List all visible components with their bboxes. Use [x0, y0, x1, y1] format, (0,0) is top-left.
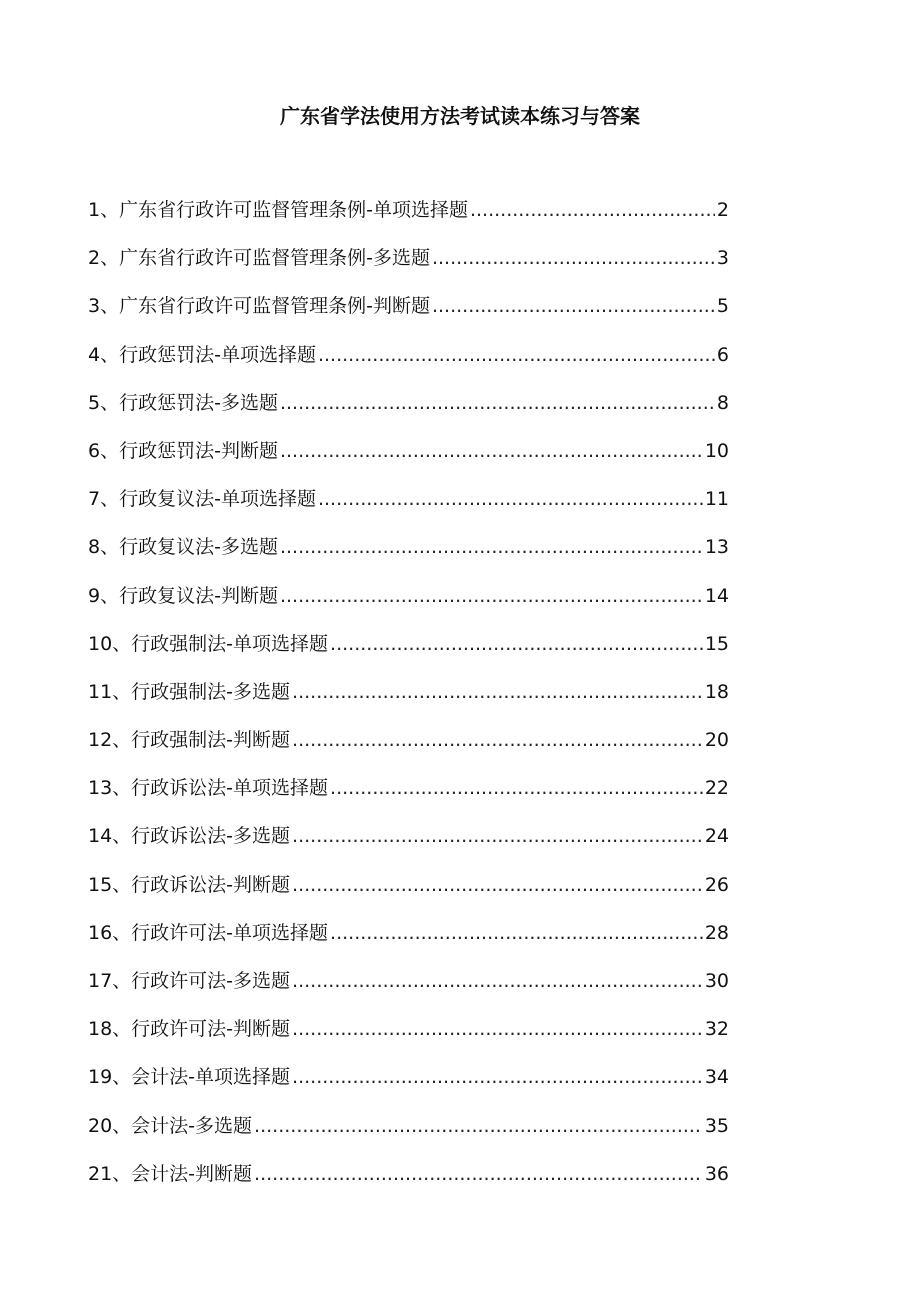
- toc-entry-label: 1、广东省行政许可监督管理条例-单项选择题: [88, 199, 468, 221]
- toc-page-number: 6: [716, 343, 729, 366]
- toc-page-number: 11: [704, 488, 729, 511]
- toc-entry[interactable]: [88, 527, 729, 575]
- toc-entry[interactable]: [88, 238, 729, 286]
- toc-dot-leader: [280, 431, 703, 471]
- toc-dot-leader: [432, 286, 715, 326]
- toc-entry-label: 14、行政诉讼法-多选题: [88, 825, 291, 848]
- toc-page-number: 24: [704, 825, 729, 848]
- toc-dot-leader: [432, 238, 715, 278]
- toc-entry-label: 15、行政诉讼法-判断题: [88, 873, 291, 896]
- toc-dot-leader: [292, 1057, 703, 1097]
- toc-page-number: 32: [704, 1018, 729, 1041]
- toc-dot-leader: [280, 576, 703, 616]
- toc-entry[interactable]: [88, 1057, 729, 1105]
- toc-entry[interactable]: [88, 1009, 729, 1057]
- toc-entry-label: 19、会计法-单项选择题: [88, 1066, 291, 1089]
- toc-entry[interactable]: [88, 816, 729, 864]
- toc-page-number: 10: [704, 439, 729, 462]
- toc-entry-label: 10、行政强制法-单项选择题: [88, 632, 329, 655]
- toc-dot-leader: [292, 1009, 703, 1049]
- toc-entry[interactable]: [88, 431, 729, 479]
- toc-dot-leader: [254, 1154, 703, 1194]
- document-title: 广东省学法使用方法考试读本练习与答案: [280, 104, 640, 128]
- toc-page-number: 26: [704, 873, 729, 896]
- toc-entry-label: 11、行政强制法-多选题: [88, 680, 291, 703]
- toc-entry[interactable]: [88, 479, 729, 527]
- toc-dot-leader: [318, 335, 715, 375]
- toc-entry[interactable]: [88, 1106, 729, 1154]
- toc-dot-leader: [330, 624, 703, 664]
- toc-entry[interactable]: [88, 865, 729, 913]
- toc-dot-leader: [318, 479, 703, 519]
- toc-dot-leader: [330, 913, 703, 953]
- toc-dot-leader: [254, 1106, 703, 1146]
- toc-entry-label: 9、行政复议法-判断题: [88, 584, 278, 607]
- toc-entry[interactable]: [88, 576, 729, 624]
- toc-page-number: 3: [716, 247, 729, 270]
- toc-entry-label: 8、行政复议法-多选题: [88, 536, 278, 559]
- toc-page-number: 8: [716, 391, 729, 414]
- toc-dot-leader: [280, 527, 703, 567]
- toc-dot-leader: [330, 768, 703, 808]
- toc-dot-leader: [292, 816, 703, 856]
- toc-entry[interactable]: [88, 383, 729, 431]
- toc-page-number: 20: [704, 729, 729, 752]
- toc-entry-label: 2、广东省行政许可监督管理条例-多选题: [88, 247, 430, 270]
- toc-page-number: 35: [704, 1114, 729, 1137]
- toc-entry-label: 16、行政许可法-单项选择题: [88, 921, 329, 944]
- toc-entry-label: 13、行政诉讼法-单项选择题: [88, 777, 329, 800]
- toc-page-number: 22: [704, 777, 729, 800]
- toc-page-number: 34: [704, 1066, 729, 1089]
- toc-entry[interactable]: [88, 624, 729, 672]
- toc-entry-label: 3、广东省行政许可监督管理条例-判断题: [88, 295, 430, 318]
- toc-entry[interactable]: [88, 961, 729, 1009]
- toc-entry-label: 18、行政许可法-判断题: [88, 1018, 291, 1041]
- toc-entry-label: 21、会计法-判断题: [88, 1162, 253, 1185]
- toc-dot-leader: [280, 383, 715, 423]
- toc-dot-leader: [292, 961, 703, 1001]
- toc-entry-label: 7、行政复议法-单项选择题: [88, 488, 316, 511]
- toc-page-number: 36: [704, 1162, 729, 1185]
- toc-entry-label: 5、行政惩罚法-多选题: [88, 391, 278, 414]
- toc-page-number: 5: [716, 295, 729, 318]
- toc-dot-leader: [470, 190, 715, 230]
- toc-dot-leader: [292, 865, 703, 905]
- toc-page-number: 18: [704, 680, 729, 703]
- toc-entry[interactable]: [88, 913, 729, 961]
- toc-page-number: 2: [716, 199, 729, 221]
- toc-entry[interactable]: [88, 1154, 729, 1202]
- toc-entry-label: 20、会计法-多选题: [88, 1114, 253, 1137]
- toc-entry[interactable]: [88, 768, 729, 816]
- toc-page-number: 15: [704, 632, 729, 655]
- toc-entry-label: 12、行政强制法-判断题: [88, 729, 291, 752]
- toc-entry-label: 6、行政惩罚法-判断题: [88, 439, 278, 462]
- toc-dot-leader: [292, 720, 703, 760]
- toc-entry[interactable]: [88, 286, 729, 334]
- toc-page-number: 13: [704, 536, 729, 559]
- toc-entry[interactable]: [88, 190, 729, 238]
- toc-page-number: 30: [704, 970, 729, 992]
- toc-entry-label: 17、行政许可法-多选题: [88, 970, 291, 992]
- toc-entry-label: 4、行政惩罚法-单项选择题: [88, 343, 316, 366]
- toc-page-number: 14: [704, 584, 729, 607]
- toc-page-number: 28: [704, 921, 729, 944]
- table-of-contents: [88, 190, 729, 1202]
- toc-entry[interactable]: [88, 720, 729, 768]
- toc-dot-leader: [292, 672, 703, 712]
- toc-entry[interactable]: [88, 335, 729, 383]
- toc-entry[interactable]: [88, 672, 729, 720]
